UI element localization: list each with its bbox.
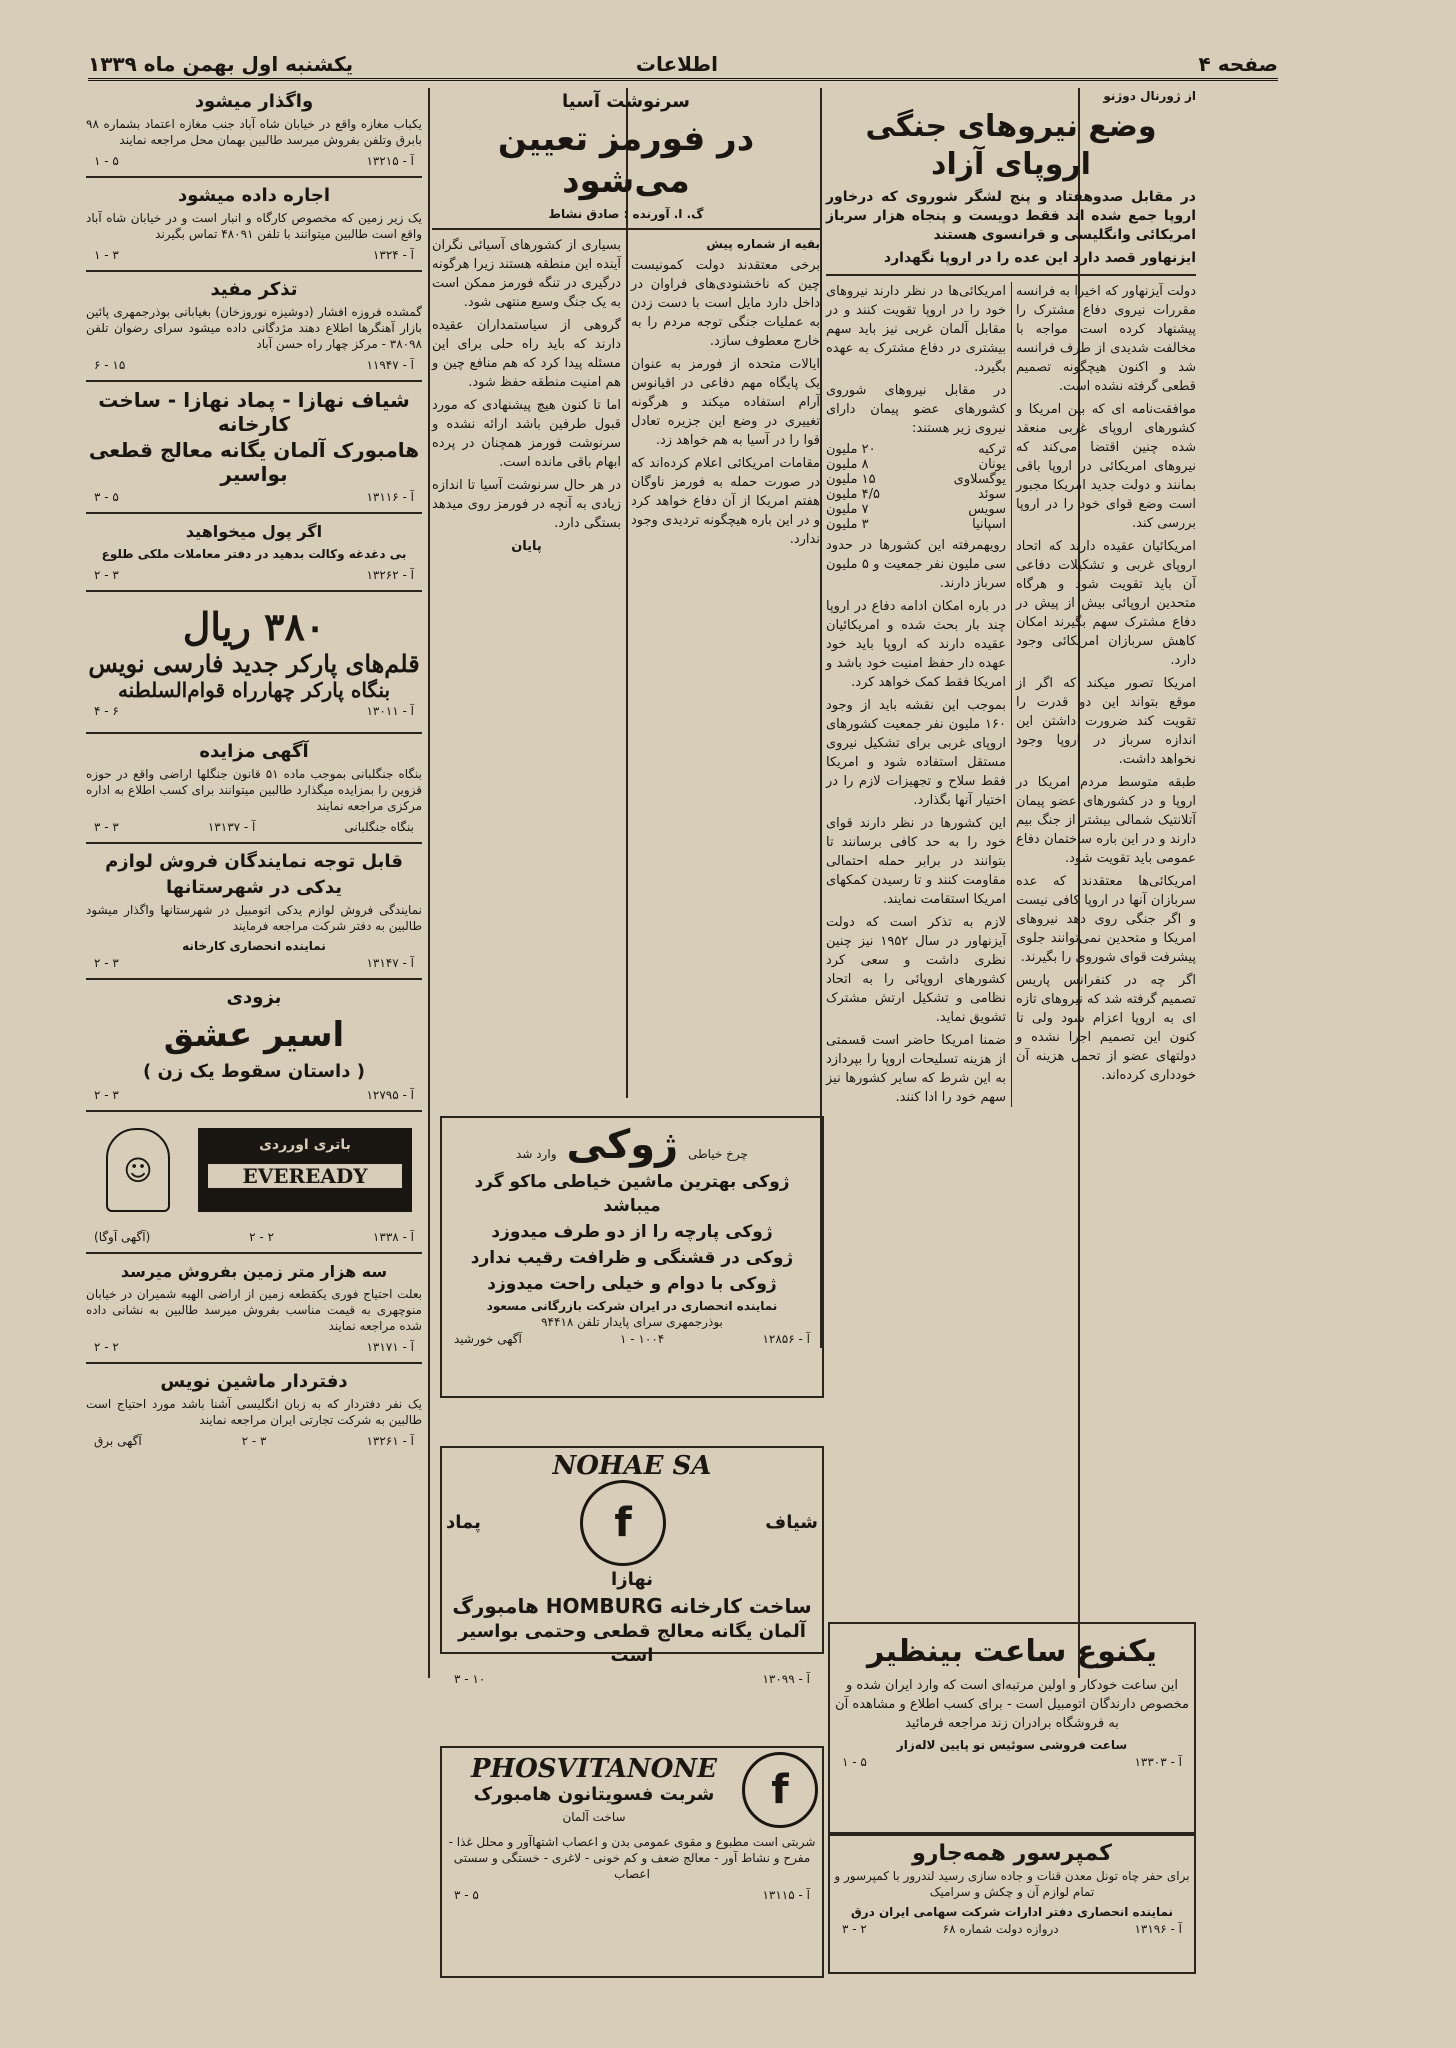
ad-code: ۱ - ۱۰۰۴ [620,1332,665,1346]
divider [826,274,1196,276]
ad-text: بی دغدغه وکالت بدهید در دفتر معاملات ملکی طلوع [101,547,407,561]
divider [86,978,422,980]
ad-text: یک زیر زمین که مخصوص کارگاه و انبار است و در خیابان شاه آباد واقع است طالبین میتوانند با تلفن ۴۸۰۹۱ تماس بگیرند [86,211,422,241]
paragraph: در باره امکان ادامه دفاع در اروپا چند بار بحث شده و امریکائیان عقیده دارند که اروپا باید خود عهده دار حفظ امنیت خود باشد و امریکا فقط کمک خواهد کرد. [826,599,1006,690]
population-row [826,517,1006,532]
ad-parker-pen [86,598,422,726]
ad-product: نهازا [611,1569,653,1590]
ad-code: ۲ - ۳ [94,1088,119,1102]
ad-title: قابل توجه نمایندگان فروش لوازم [105,851,403,872]
paragraph: امریکا تصور میکند که اگر از موقع بتواند این دو قدرت را تقویت کند ضرورت داشتن این اندازه سرباز در اروپا وجود نخواهد داشت. [1016,676,1196,767]
paragraph: امریکائیان عقیده دارند که اتحاد اروپای غربی و تشکیلات دفاعی آن باید تقویت شود و هرگاه متحدین اروپائی بیش از پیش در دفاع مشترک سهم بگیرند امکان کاهش سربازان امریکائی وجود دارد. [1016,539,1196,668]
column-divider [428,88,430,1678]
ad-feature: ژوکی با دوام و خیلی راحت میدوزد [487,1274,777,1294]
ad-title: تذکر مفید [210,279,298,300]
ad-text: یکباب مغازه واقع در خیابان شاه آباد جنب مغازه اعتماد بشماره ۹۸ بابرق وتلفن بفروش میرسد طالبین بهمان محل مراجعه نمایند [86,117,422,147]
ad-title: یکنوع ساعت بینظیر [866,1634,1158,1669]
ad-title: اسیر عشق [163,1015,345,1055]
issue-date: یکشنبه اول بهمن ماه ۱۳۳۹ [88,52,354,76]
paragraph: این کشورها در نظر دارند قوای خود را به حد کافی برسانند تا بتوانند در برابر حمله احتمالی مقاومت کنند و تا رسیدن کمکهای امریکا استقامت نمایند. [826,816,1006,907]
ad-code: ۲ - ۳ [241,1434,267,1448]
paragraph: لازم به تذکر است که دولت آیزنهاور در سال ۱۹۵۲ نیز چنین نظری داشت و سعی کرد کشورهای اروپائی را به اتحاد نظامی و تشکیل ارتش مشترک تشویق نماید. [826,915,1006,1025]
ad-address: ساعت فروشی سوئیس نو پایین لاله‌زار [896,1738,1128,1752]
ad-subtitle: ( داستان سقوط یک زن ) [143,1061,365,1082]
ad-text: برای حفر چاه تونل معدن قنات و جاده سازی رسید لندرور با کمپرسور و تمام لوازم آن و چکش و سرامیک [834,1869,1190,1899]
divider [86,270,422,272]
ad-code: آ - ۱۳۱۱۶ [366,490,414,504]
ad-agency: آگهی برق [94,1434,142,1448]
article-title: وضع نیروهای جنگی اروپای آزاد [865,109,1157,182]
divider [86,1110,422,1112]
classifieds-column [86,88,422,1968]
ad-code: ۴ - ۶ [94,704,119,718]
ad-text: یک نفر دفتردار که به زبان انگلیسی آشنا باشد مورد احتیاج است طالبین به شرکت تجارتی ایران مراجعه نمایند [86,1397,422,1427]
page-number: صفحه ۴ [1198,52,1278,76]
ad-title: سه هزار متر زمین بفروش میرسد [120,1262,388,1281]
population-value: ۸ ملیون [826,457,869,472]
ad-code: آگهی خورشید [454,1332,522,1346]
ad-code: آ - ۱۳۰۹۹ [762,1672,810,1686]
ad-feature-list [446,1170,818,1296]
ad-title: قلم‌های پارکر جدید فارسی نویس [88,649,420,678]
battery-icon [198,1128,412,1212]
ad-org: بنگاه جنگلبانی [344,820,414,834]
ad-code: آ - ۱۲۷۹۵ [366,1088,414,1102]
ad-agent: نماینده انحصاری در ایران شرکت بازرگانی مسعود [486,1299,778,1313]
ad-code: آ - ۱۳۳۰۳ [1134,1755,1182,1769]
paragraph: ضمنا امریکا حاضر است قسمتی از هزینه تسلیحات اروپا را بپردازد به این شرط که سایر کشورها نیز سهم خود را ادا کنند. [826,1033,1006,1105]
ad-label: شیاف [765,1512,818,1533]
ad-code: ۳ - ۳ [94,820,119,834]
ad-claim: آلمان یگانه معالج قطعی وحتمی بواسیر است [458,1621,806,1666]
article-lead-2: ایزنهاور قصد دارد این عده را در اروپا نگهدارد [883,250,1196,266]
ad-text: نمایندگی فروش لوازم یدکی اتومبیل در شهرستانها واگذار میشود طالبین به دفتر شرکت مراجعه فرمایند [86,903,422,933]
ad-feature: ژوکی در قشنگی و ظرافت رقیب ندارد [470,1248,794,1268]
article-end: پایان [511,539,542,554]
ad-code: ۲ - ۳ [94,568,119,582]
divider [86,842,422,844]
article-asia-formosa [432,88,820,1098]
homburg-logo-icon: f [580,1480,666,1566]
ad-code: آ - ۱۳۱۳۷ [207,820,256,834]
ad-code: ۲ - ۳ [94,956,119,970]
ad-subtitle: بنگاه پارکر چهارراه قوام‌السلطنه [117,678,391,702]
ad-code: ۱ - ۳ [94,248,119,262]
population-table [826,442,1006,532]
ad-code: ۱ - ۵ [842,1755,867,1769]
country-name: یوگسلاوی [953,472,1006,487]
paragraph: مقامات امریکائی اعلام کرده‌اند که در صورت حمله به فورمز ناوگان هفتم امریکا از آن دفاع خواهد کرد و در این باره هیچگونه تردیدی وجود ندارد. [631,456,820,547]
ad-subtitle: هامبورک آلمان یگانه معالج قطعی بواسیر [88,438,420,486]
ad-code: آ - ۱۳۱۷۱ [366,1340,414,1354]
ad-label: پماد [446,1512,481,1533]
ad-text: گمشده فروزه افشار (دوشیزه نوروزخان) بغیابانی بوذرجمهری پائین بازار آهنگرها اطلاع دهند مژدگانی داده میشود سرای رضوان تلفن ۳۸۰۹۸ - مرکز چهار راه حسن آباد [86,305,422,351]
divider [86,590,422,592]
country-name: یونان [978,457,1006,472]
ad-homburg-nahaza [440,1446,824,1686]
ad-description: شربتی است مطبوع و مقوی عمومی بدن و اعصاب اشتهاآور و محلل غذا - مفرح و نشاط آور - معالج ضعف و کم خونی - لاغری - خستگی و سستی اعصاب [448,1835,816,1881]
country-name: سوئد [977,487,1006,502]
ad-subtitle: یدکی در شهرستانها [166,877,342,898]
article-body [432,236,820,557]
ad-code: آ - ۱۳۱۹۶ [1134,1922,1182,1936]
ad-latin-name: NOHAE SA [552,1451,712,1481]
ad-film [86,986,422,1104]
ad-title: اجاره داده میشود [177,185,331,206]
article-european-forces [826,88,1196,1348]
ad-zooki-sewing-machine [440,1116,824,1398]
population-value: ۳ ملیون [826,517,869,532]
paragraph: گروهی از سیاستمداران عقیده دارند که باید راه حلی برای این مسئله پیدا کرد که هم منافع چین و هم امنیت منطقه حفظ شود. [432,318,621,390]
ad-address: بوذرجمهری سرای پایدار تلفن ۹۴۴۱۸ [541,1315,723,1329]
divider [86,732,422,734]
ad-feature: ژوکی پارچه را از دو طرف میدوزد [491,1222,773,1242]
population-row [826,502,1006,517]
population-row [826,442,1006,457]
ad-brand-fa: باتری اورردی [259,1137,351,1153]
article-byline: گ. ا. آورنده : صادق نشاط [548,207,704,221]
ad-eveready-battery [86,1118,422,1228]
ad-title: آگهی مزایده [199,741,309,762]
ad-title: کمپرسور همه‌جارو [912,1841,1112,1866]
population-row [826,487,1006,502]
article-title: در فورمز تعیین می‌شود [497,119,755,201]
ad-code: ۳ - ۵ [94,490,119,504]
ad-brand-latin: EVEREADY [208,1164,402,1188]
ad-code: آ - ۱۳۲۶۱ [366,1434,414,1448]
ad-address: دروازه دولت شماره ۶۸ [942,1922,1059,1936]
ad-arrival: وارد شد [516,1147,557,1161]
ad-code: آ - ۱۳۲۴ [372,248,414,262]
ad-code: ۳ - ۵ [454,1888,479,1902]
ad-code: آ - ۱۳۳۸ [372,1230,414,1244]
article-body [826,282,1196,1107]
ad-maker: ساخت کارخانه HOMBURG هامبورگ [452,1594,812,1618]
ad-kicker: بزودی [226,987,282,1008]
ad-automatic-watch [828,1622,1196,1834]
ad-title: شیاف نهازا - پماد نهازا - ساخت کارخانه [98,388,410,436]
population-value: ۲۰ ملیون [826,442,876,457]
ad-compressor [828,1834,1196,1974]
ad-kicker: چرخ خیاطی [688,1147,748,1161]
paragraph: برخی معتقدند دولت کمونیست چین که ناخشنودی‌های فراوان در داخل دارد مایل است با دست زدن به عملیات جنگی توجه مردم را به خارج معطوف سازد. [631,258,820,349]
population-row [826,457,1006,472]
paragraph: اگر چه در کنفرانس پاریس تصمیم گرفته شد که نیروهای تازه ای به اروپا اعزام شود ولی تا کنون این تصمیم اجرا نشده و دولتهای عضو از تحمل هزینه آن خودداری کرده‌اند. [1016,973,1196,1083]
ad-code: آ - ۱۳۲۶۲ [366,568,414,582]
ad-title: دفتردار ماشین نویس [160,1371,348,1392]
paragraph: امریکائی‌ها در نظر دارند نیروهای خود را در اروپا تقویت کنند و در مقابل آلمان غربی نیز باید سهم بیشتری در دفاع مشترک به عهده بگیرد. [826,284,1006,375]
divider [86,512,422,514]
divider [86,1362,422,1364]
divider [86,380,422,382]
paragraph: دولت آیزنهاور که اخیرا به فرانسه مقررات نیروی دفاع مشترک را پیشنهاد کرده است مواجه با مخالفت شدیدی از طرف فرانسه شد و اکنون هیچگونه تصمیم قطعی گرفته نشده است. [1016,284,1196,394]
ad-code: ۲ - ۲ [94,1340,119,1354]
country-name: سویس [968,502,1006,517]
ad-code: آ - ۱۳۱۱۵ [762,1888,810,1902]
paragraph: اما تا کنون هیچ پیشنهادی که مورد قبول طرفین باشد ارائه نشده و سرنوشت فورمز همچنان در پرده ابهام باقی مانده است. [432,398,621,470]
ad-feature: ژوکی بهترین ماشین خیاطی ماکو گرد میباشد [474,1172,790,1216]
paragraph: رویهمرفته این کشورها در حدود سی ملیون نفر جمعیت و ۵ ملیون سرباز دارند. [826,538,1006,591]
article-kicker: سرنوشت آسیا [562,91,690,112]
ad-code: ۱ - ۵ [94,154,119,168]
ad-phosvitanone [440,1746,824,1978]
ad-origin: ساخت آلمان [562,1810,626,1824]
continued-note: بقیه از شماره پیش [706,237,820,251]
cartoon-cat-icon: ☺ [106,1128,170,1212]
article-lead: در مقابل صدوهفتاد و پنج لشگر شوروی که درخاور اروپا جمع شده اند فقط دویست و پنجاه هزار سرباز امریکائی وانگلیسی و فرانسوی هستند [826,189,1196,243]
stats-intro: در مقابل نیروهای شوروی کشورهای عضو پیمان دارای نیروی زیر هستند: [826,383,1006,436]
paragraph: طبقه متوسط مردم امریکا در اروپا و در کشورهای عضو پیمان آتلانتیک شمالی بیشتر از جنگ بیم دارند و در این باره ساختمان دفاع عمومی باید تقویت شود. [1016,775,1196,866]
divider [86,1252,422,1254]
homburg-logo-icon: f [742,1752,818,1828]
population-value: ۷ ملیون [826,502,869,517]
country-name: ترکیه [978,442,1006,457]
paragraph: امریکائی‌ها معتقدند که عده سربازان آنها در اروپا کافی نیست و اگر جنگی روی دهد نیروهای امریکا و متحدین نمی‌توانند جلوی پیشرفت قوای شوروی را بگیرند. [1016,874,1196,965]
ad-agency: (آگهی آوگا) [94,1230,151,1244]
ad-code: ۳ - ۱۰ [454,1672,486,1686]
ad-price: ۳۸۰ ریال [182,604,326,649]
country-name: اسپانیا [972,517,1006,532]
ad-code: ۳ - ۲ [842,1922,867,1936]
ad-code: آ - ۱۳۱۴۷ [366,956,414,970]
ad-title: اگر پول میخواهید [185,522,323,541]
ad-brand: ژوکی [566,1122,679,1168]
ad-product: شربت فسویتانون هامبورک [473,1784,715,1805]
ad-code: آ - ۱۲۸۵۶ [762,1332,810,1346]
paragraph: موافقت‌نامه ای که بین امریکا و کشورهای اروپای غربی منعقد شده چنین اقتضا می‌کند که نیروهای امریکائی در اروپا باقی بمانند و دولت جدید امریکا مجبور است وضع قوای خود را در اروپا بررسی کند. [1016,402,1196,531]
ad-text: بعلت احتیاج فوری یکقطعه زمین از اراضی الهیه شمیران در خیابان منوچهری به قیمت مناسب بفروش میرسد طالبین به نشانی داده شده مراجعه نمایند [86,1287,422,1333]
ad-title: واگذار میشود [194,91,314,112]
ad-latin-name: PHOSVITANONE [471,1754,717,1784]
paragraph: بسیاری از کشورهای آسیائی نگران آینده این منطقه هستند زیرا هرگونه درگیری در تنگه فورمز ممکن است به یک جنگ وسیع منتهی شود. [432,238,621,310]
paragraph: ایالات متحده از فورمز به عنوان یک پایگاه مهم دفاعی در اقیانوس آرام استفاده میکند و هرگونه تغییری در وضع این جزیره تعادل قوا را در آسیا به هم خواهد زد. [631,357,820,448]
divider [86,176,422,178]
article-source: از ژورنال دوژنو [1103,89,1196,103]
population-row [826,472,1006,487]
ad-code: آ - ۱۳۰۱۱ [366,704,414,718]
ad-code: آ - ۱۱۹۴۷ [366,358,414,372]
population-value: ۴/۵ ملیون [826,487,880,502]
newspaper-name: اطلاعات [635,52,718,76]
ad-code: آ - ۱۳۲۱۵ [366,154,414,168]
ad-code: ۲ - ۲ [249,1230,275,1244]
ad-agent: نماینده انحصاری دفتر ادارات شرکت سهامی ایران درق [850,1905,1174,1919]
population-value: ۱۵ ملیون [826,472,876,487]
ad-org: نماینده انحصاری کارخانه [182,939,326,953]
paragraph: بموجب این نقشه باید از وجود ۱۶۰ ملیون نفر جمعیت کشورهای اروپای غربی برای تشکیل نیروی مستقل استفاده شود و امریکا فقط سلاح و تجهیزات لازم را در اختیار آنها بگذارد. [826,698,1006,808]
ad-text: این ساعت خودکار و اولین مرتبه‌ای است که وارد ایران شده و مخصوص دارندگان اتومبیل است - برای کسب اطلاع و مشاهده آن به فروشگاه برادران زند مراجعه فرمائید [835,1678,1189,1731]
ad-text: بنگاه جنگلبانی بموجب ماده ۵۱ قانون جنگلها اراضی واقع در حوزه قزوین را بمزایده میگذارد طالبین میتوانند برای کسب اطلاع به اداره مرکزی مراجعه نمایند [86,767,422,813]
ad-code: ۶ - ۱۵ [94,358,126,372]
paragraph: در هر حال سرنوشت آسیا تا اندازه زیادی به آنچه در فورمز روی میدهد بستگی دارد. [432,478,621,531]
page-header [88,52,1278,81]
divider [432,228,820,230]
